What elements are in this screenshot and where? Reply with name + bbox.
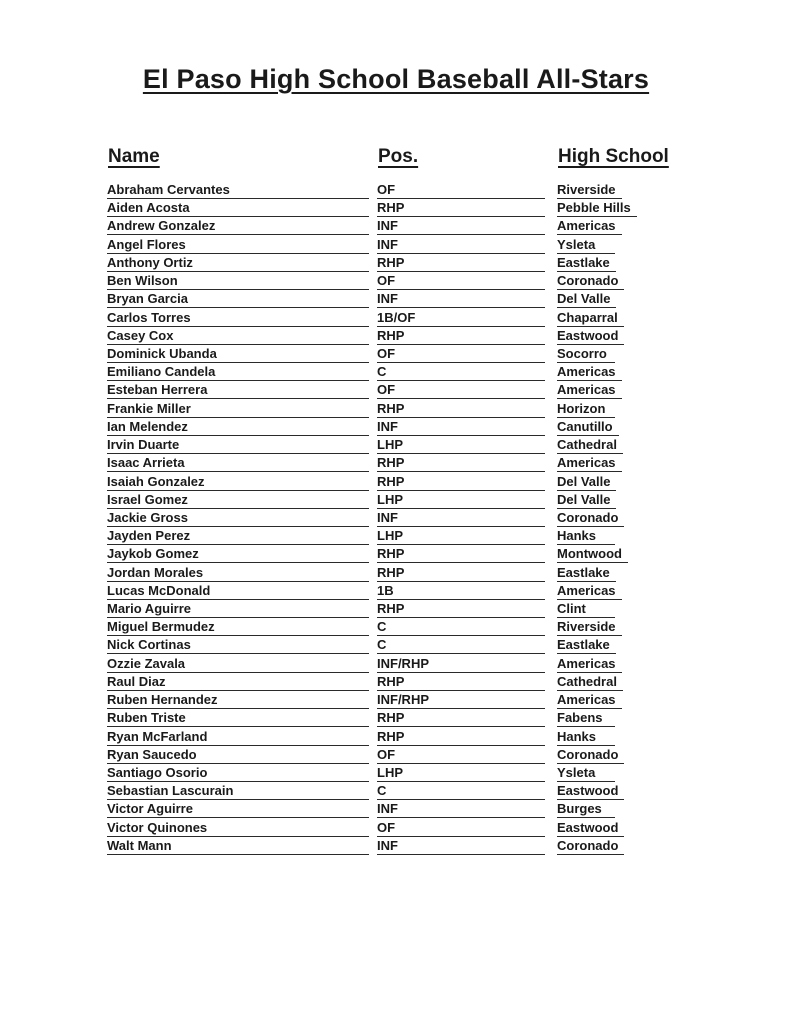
table-row — [0, 327, 792, 345]
player-name: Ruben Triste — [107, 709, 369, 727]
table-row — [0, 564, 792, 582]
player-school: Americas — [557, 691, 622, 709]
player-school: Hanks — [557, 527, 615, 545]
player-school: Ysleta — [557, 764, 615, 782]
player-school: Coronado — [557, 837, 624, 855]
player-position: INF — [377, 236, 545, 254]
player-position: LHP — [377, 764, 545, 782]
player-name: Ruben Hernandez — [107, 691, 369, 709]
player-school: Fabens — [557, 709, 615, 727]
player-school: Hanks — [557, 728, 615, 746]
player-school: Coronado — [557, 509, 624, 527]
player-position: INF — [377, 837, 545, 855]
player-school: Pebble Hills — [557, 199, 637, 217]
player-position: RHP — [377, 728, 545, 746]
player-name: Angel Flores — [107, 236, 369, 254]
player-position: RHP — [377, 327, 545, 345]
player-school: Riverside — [557, 618, 622, 636]
table-row — [0, 199, 792, 217]
player-position: RHP — [377, 454, 545, 472]
table-row — [0, 181, 792, 199]
player-name: Israel Gomez — [107, 491, 369, 509]
player-name: Dominick Ubanda — [107, 345, 369, 363]
player-name: Casey Cox — [107, 327, 369, 345]
player-name: Victor Quinones — [107, 819, 369, 837]
table-row — [0, 746, 792, 764]
player-school: Eastwood — [557, 327, 624, 345]
player-name: Lucas McDonald — [107, 582, 369, 600]
player-school: Americas — [557, 363, 622, 381]
player-school: Chaparral — [557, 309, 624, 327]
player-name: Ryan McFarland — [107, 728, 369, 746]
table-row — [0, 272, 792, 290]
player-position: C — [377, 363, 545, 381]
player-position: INF — [377, 290, 545, 308]
player-name: Victor Aguirre — [107, 800, 369, 818]
player-position: LHP — [377, 491, 545, 509]
table-row — [0, 491, 792, 509]
table-row — [0, 655, 792, 673]
player-school: Americas — [557, 582, 622, 600]
player-name: Bryan Garcia — [107, 290, 369, 308]
player-position: 1B — [377, 582, 545, 600]
player-position: LHP — [377, 436, 545, 454]
header-name: Name — [108, 146, 160, 167]
table-row — [0, 436, 792, 454]
player-name: Aiden Acosta — [107, 199, 369, 217]
table-row — [0, 509, 792, 527]
player-position: RHP — [377, 254, 545, 272]
player-school: Coronado — [557, 746, 624, 764]
player-name: Miguel Bermudez — [107, 618, 369, 636]
player-position: INF — [377, 800, 545, 818]
table-row — [0, 254, 792, 272]
table-row — [0, 600, 792, 618]
player-position: OF — [377, 381, 545, 399]
player-school: Ysleta — [557, 236, 615, 254]
player-position: C — [377, 782, 545, 800]
player-name: Mario Aguirre — [107, 600, 369, 618]
player-school: Americas — [557, 217, 622, 235]
player-position: RHP — [377, 473, 545, 491]
player-school: Americas — [557, 381, 622, 399]
player-position: OF — [377, 819, 545, 837]
player-name: Frankie Miller — [107, 400, 369, 418]
player-school: Cathedral — [557, 673, 623, 691]
table-row — [0, 764, 792, 782]
player-name: Jackie Gross — [107, 509, 369, 527]
player-school: Coronado — [557, 272, 624, 290]
player-name: Raul Diaz — [107, 673, 369, 691]
player-school: Del Valle — [557, 290, 616, 308]
table-row — [0, 782, 792, 800]
table-row — [0, 545, 792, 563]
player-name: Walt Mann — [107, 837, 369, 855]
player-position: C — [377, 618, 545, 636]
player-position: INF — [377, 509, 545, 527]
player-name: Jaykob Gomez — [107, 545, 369, 563]
header-position: Pos. — [378, 146, 419, 167]
player-name: Ryan Saucedo — [107, 746, 369, 764]
player-school: Del Valle — [557, 473, 616, 491]
player-name: Jordan Morales — [107, 564, 369, 582]
table-row — [0, 636, 792, 654]
player-name: Esteban Herrera — [107, 381, 369, 399]
table-row — [0, 309, 792, 327]
player-position: OF — [377, 345, 545, 363]
table-row — [0, 618, 792, 636]
table-row — [0, 418, 792, 436]
player-school: Horizon — [557, 400, 615, 418]
player-position: RHP — [377, 545, 545, 563]
player-school: Socorro — [557, 345, 615, 363]
player-school: Eastlake — [557, 564, 616, 582]
table-row — [0, 527, 792, 545]
player-name: Sebastian Lascurain — [107, 782, 369, 800]
table-row — [0, 400, 792, 418]
player-school: Cathedral — [557, 436, 623, 454]
player-school: Eastwood — [557, 819, 624, 837]
table-row — [0, 800, 792, 818]
table-row — [0, 345, 792, 363]
player-position: RHP — [377, 199, 545, 217]
player-position: OF — [377, 181, 545, 199]
player-school: Eastlake — [557, 254, 616, 272]
player-name: Abraham Cervantes — [107, 181, 369, 199]
player-school: Clint — [557, 600, 615, 618]
player-list — [0, 181, 792, 855]
player-position: OF — [377, 746, 545, 764]
player-position: RHP — [377, 600, 545, 618]
player-school: Eastwood — [557, 782, 624, 800]
player-position: INF/RHP — [377, 655, 545, 673]
player-position: RHP — [377, 564, 545, 582]
player-school: Riverside — [557, 181, 622, 199]
player-name: Santiago Osorio — [107, 764, 369, 782]
player-school: Americas — [557, 655, 622, 673]
table-row — [0, 454, 792, 472]
player-name: Ben Wilson — [107, 272, 369, 290]
table-row — [0, 473, 792, 491]
player-school: Montwood — [557, 545, 628, 563]
player-name: Emiliano Candela — [107, 363, 369, 381]
player-position: RHP — [377, 400, 545, 418]
header-school: High School — [558, 146, 669, 167]
player-name: Anthony Ortiz — [107, 254, 369, 272]
table-row — [0, 819, 792, 837]
player-name: Isaiah Gonzalez — [107, 473, 369, 491]
table-row — [0, 582, 792, 600]
table-row — [0, 381, 792, 399]
player-position: 1B/OF — [377, 309, 545, 327]
table-row — [0, 290, 792, 308]
player-position: INF — [377, 217, 545, 235]
player-name: Andrew Gonzalez — [107, 217, 369, 235]
table-row — [0, 363, 792, 381]
player-school: Eastlake — [557, 636, 616, 654]
player-position: C — [377, 636, 545, 654]
player-school: Burges — [557, 800, 615, 818]
player-name: Jayden Perez — [107, 527, 369, 545]
player-name: Ian Melendez — [107, 418, 369, 436]
player-name: Ozzie Zavala — [107, 655, 369, 673]
player-position: LHP — [377, 527, 545, 545]
player-position: INF/RHP — [377, 691, 545, 709]
table-row — [0, 728, 792, 746]
table-header — [0, 146, 792, 172]
table-row — [0, 691, 792, 709]
player-school: Canutillo — [557, 418, 619, 436]
player-position: RHP — [377, 709, 545, 727]
player-position: INF — [377, 418, 545, 436]
player-school: Americas — [557, 454, 622, 472]
player-name: Nick Cortinas — [107, 636, 369, 654]
table-row — [0, 709, 792, 727]
table-row — [0, 673, 792, 691]
player-school: Del Valle — [557, 491, 616, 509]
player-name: Irvin Duarte — [107, 436, 369, 454]
table-row — [0, 236, 792, 254]
table-row — [0, 837, 792, 855]
player-position: OF — [377, 272, 545, 290]
player-name: Isaac Arrieta — [107, 454, 369, 472]
page-title: El Paso High School Baseball All-Stars — [142, 64, 650, 94]
player-position: RHP — [377, 673, 545, 691]
table-row — [0, 217, 792, 235]
player-name: Carlos Torres — [107, 309, 369, 327]
